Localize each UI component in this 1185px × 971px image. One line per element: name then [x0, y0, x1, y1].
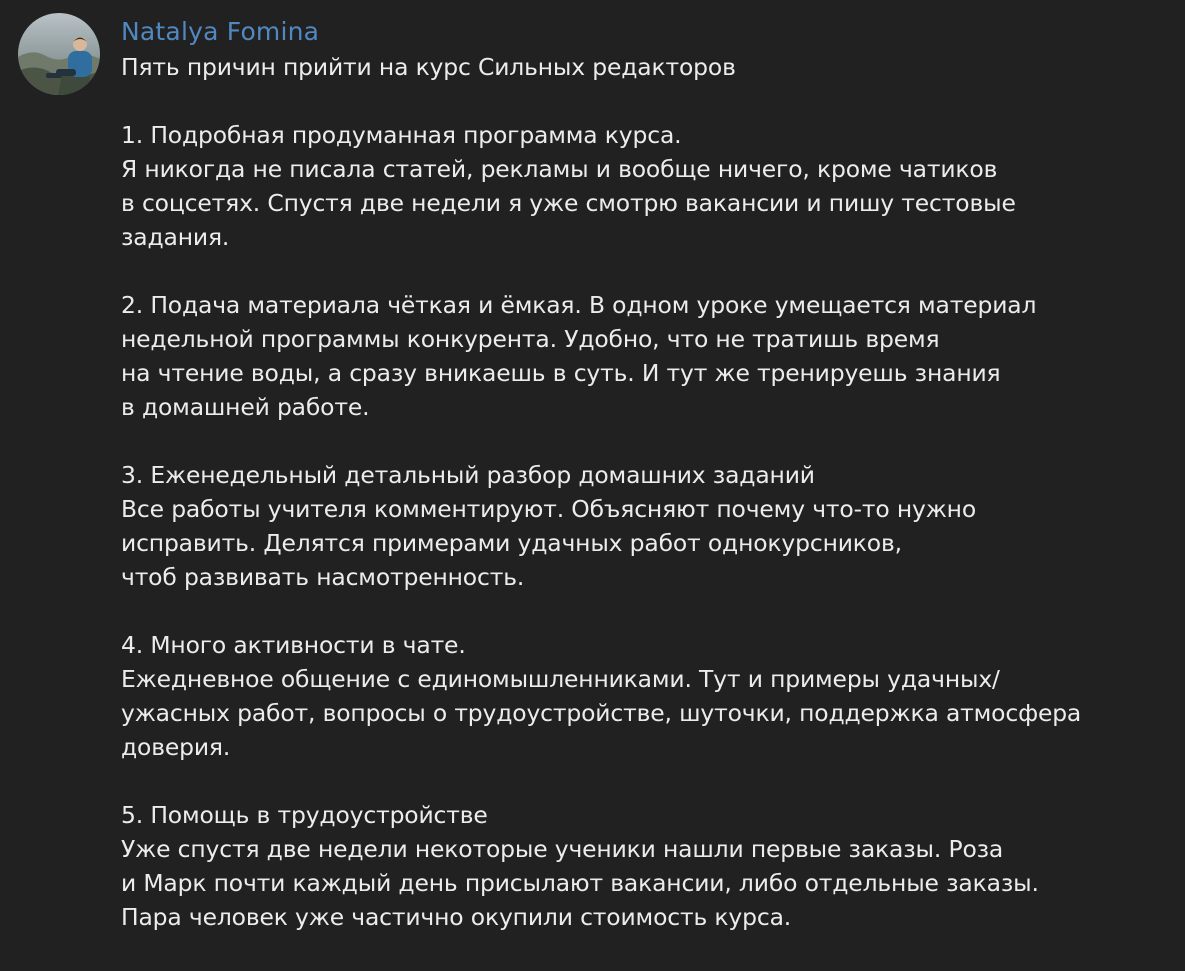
- reason-text-line: доверия.: [121, 733, 231, 761]
- reason-text-line: Все работы учителя комментируют. Объясняют почему что-то нужно: [121, 495, 977, 523]
- paragraph-spacer: [121, 764, 1183, 798]
- reason-heading: 2. Подача материала чёткая и ёмкая. В одном уроке умещается материал: [121, 291, 1037, 319]
- reason-2: [121, 288, 1183, 424]
- reason-4: [121, 628, 1183, 764]
- avatar[interactable]: [18, 13, 100, 95]
- reason-heading: 4. Много активности в чате.: [121, 631, 466, 659]
- reason-text-line: на чтение воды, а сразу вникаешь в суть. И тут же тренируешь знания: [121, 359, 1001, 387]
- reason-text-line: недельной программы конкурента. Удобно, что не тратишь время: [121, 325, 940, 353]
- author-name[interactable]: Natalya Fomina: [121, 17, 320, 46]
- reason-heading: 1. Подробная продуманная программа курса.: [121, 121, 682, 149]
- paragraph-spacer: [121, 254, 1183, 288]
- reason-text-line: задания.: [121, 223, 230, 251]
- reason-text-line: в соцсетях. Спустя две недели я уже смотрю вакансии и пишу тестовые: [121, 189, 1016, 217]
- reason-text-line: исправить. Делятся примерами удачных работ однокурсников,: [121, 529, 902, 557]
- reason-text-line: Ежедневное общение с единомышленниками. Тут и примеры удачных/: [121, 665, 1000, 693]
- message-bubble: [121, 14, 1183, 934]
- reason-5: [121, 798, 1183, 934]
- reason-text-line: Я никогда не писала статей, рекламы и вообще ничего, кроме чатиков: [121, 155, 998, 183]
- reason-3: [121, 458, 1183, 594]
- reason-heading: 5. Помощь в трудоустройстве: [121, 801, 488, 829]
- reason-text-line: Уже спустя две недели некоторые ученики нашли первые заказы. Роза: [121, 835, 1004, 863]
- paragraph-spacer: [121, 84, 1183, 118]
- reason-heading: 3. Еженедельный детальный разбор домашних заданий: [121, 461, 815, 489]
- reason-text-line: и Марк почти каждый день присылают вакансии, либо отдельные заказы.: [121, 869, 1039, 897]
- reason-1: [121, 118, 1183, 254]
- message-title: Пять причин прийти на курс Сильных редакторов: [121, 53, 736, 81]
- reason-text-line: чтоб развивать насмотренность.: [121, 563, 525, 591]
- paragraph-spacer: [121, 424, 1183, 458]
- reason-text-line: Пара человек уже частично окупили стоимость курса.: [121, 903, 792, 931]
- reason-text-line: ужасных работ, вопросы о трудоустройстве, шуточки, поддержка атмосфера: [121, 699, 1082, 727]
- reason-text-line: в домашней работе.: [121, 393, 370, 421]
- avatar-photo: [18, 13, 100, 95]
- message-text: [121, 50, 1183, 934]
- paragraph-spacer: [121, 594, 1183, 628]
